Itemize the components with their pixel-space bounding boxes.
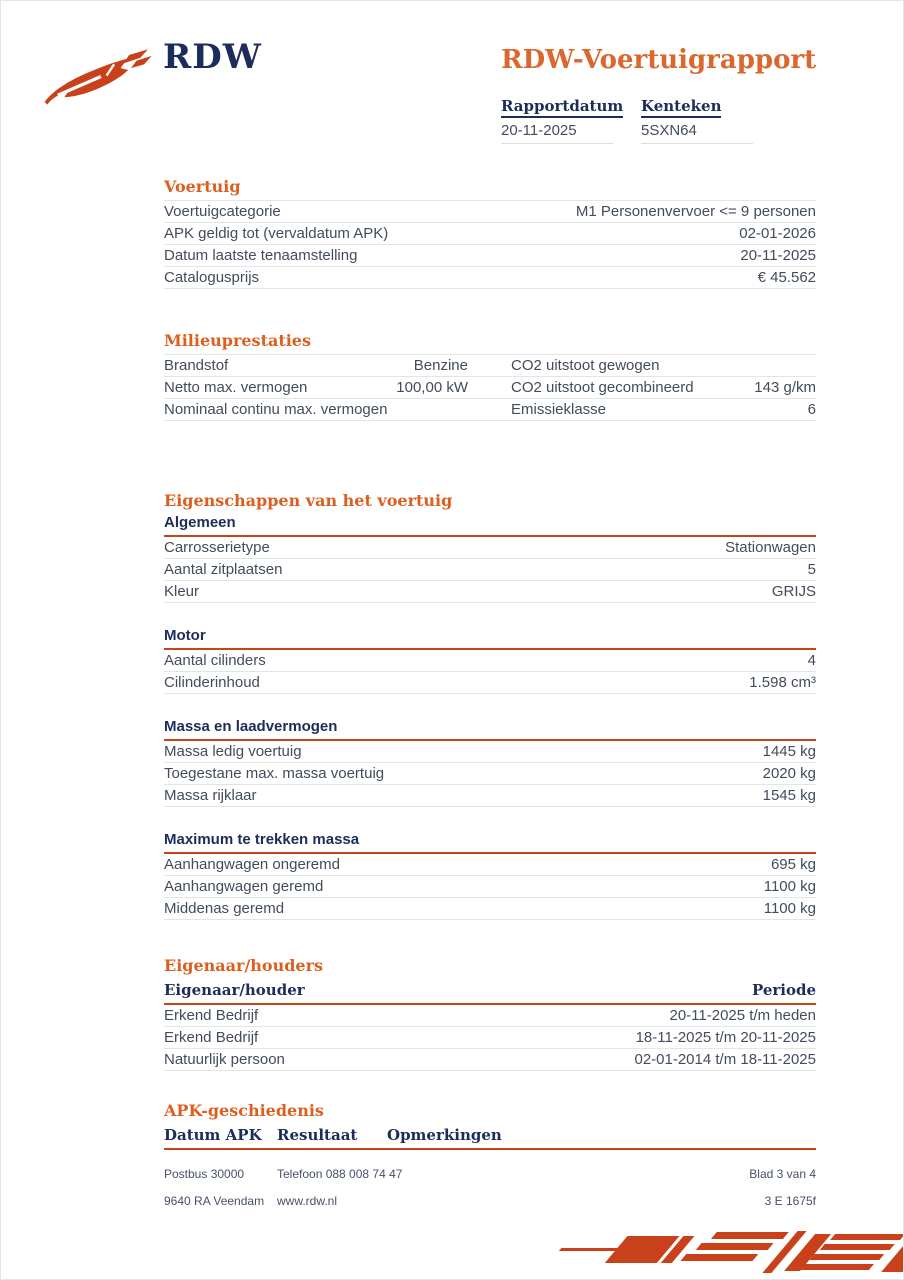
page-title: RDW-Voertuigrapport: [501, 45, 817, 75]
footer-postbus: Postbus 30000: [164, 1167, 245, 1181]
table-row: [164, 377, 816, 399]
row-value: M1 Personenvervoer <= 9 personen: [575, 203, 816, 220]
table-row: [164, 537, 816, 559]
rdw-stripes-graphic: [523, 1227, 903, 1277]
row-value: 2020 kg: [762, 765, 816, 782]
table-row: [164, 1027, 816, 1049]
row-label: Massa ledig voertuig: [164, 743, 302, 760]
owner-name: Erkend Bedrijf: [164, 1029, 259, 1046]
footer-city: 9640 RA Veendam: [164, 1194, 265, 1208]
row-value: 6: [807, 401, 816, 418]
row-label: Emissieklasse: [511, 401, 607, 418]
subsection-heading-massa: Massa en laadvermogen: [164, 718, 816, 741]
page-footer: [164, 1167, 816, 1221]
row-label: APK geldig tot (vervaldatum APK): [164, 225, 389, 242]
table-row: [164, 223, 816, 245]
table-row: [164, 1005, 816, 1027]
row-value: 695 kg: [770, 856, 816, 873]
table-row: [164, 785, 816, 807]
table-row: [164, 1049, 816, 1071]
row-value: Stationwagen: [725, 539, 816, 556]
owner-period: 20-11-2025 t/m heden: [669, 1007, 816, 1024]
row-value: 5: [807, 561, 816, 578]
row-label: Carrosserietype: [164, 539, 270, 556]
subsection-heading-trekken-massa: Maximum te trekken massa: [164, 831, 816, 854]
section-eigenaar-houders: [164, 956, 816, 1071]
row-label: Kleur: [164, 583, 200, 600]
row-value: € 45.562: [757, 269, 816, 286]
table-row: [164, 355, 816, 377]
table-row: [164, 672, 816, 694]
report-date-column: [501, 97, 641, 144]
report-content: [164, 177, 816, 1150]
license-plate-label: Kenteken: [641, 97, 721, 118]
table-row: [164, 399, 816, 421]
owner-period: 02-01-2014 t/m 18-11-2025: [634, 1051, 816, 1068]
section-heading-apk: APK-geschiedenis: [164, 1101, 324, 1120]
row-value: 1.598 cm³: [749, 674, 816, 691]
section-heading-eigenschappen: Eigenschappen van het voertuig: [164, 491, 453, 510]
table-row: [164, 201, 816, 223]
row-label: Nominaal continu max. vermogen: [164, 401, 388, 418]
section-apk-geschiedenis: [164, 1101, 816, 1150]
row-value: GRIJS: [771, 583, 816, 600]
column-header-owner: Eigenaar/houder: [164, 981, 305, 999]
report-meta: [501, 97, 821, 144]
table-row: [164, 581, 816, 603]
table-row: [164, 898, 816, 920]
owner-name: Natuurlijk persoon: [164, 1051, 285, 1068]
section-heading-milieuprestaties: Milieuprestaties: [164, 331, 311, 350]
section-milieuprestaties: [164, 331, 816, 421]
section-heading-eigenaar: Eigenaar/houders: [164, 956, 324, 975]
row-label: Cilinderinhoud: [164, 674, 260, 691]
table-row: [164, 267, 816, 289]
footer-doc-code: 3 E 1675f: [764, 1194, 816, 1208]
table-row: [164, 559, 816, 581]
row-value: 4: [807, 652, 816, 669]
table-row: [164, 876, 816, 898]
section-eigenschappen: [164, 491, 816, 920]
row-label: CO2 uitstoot gewogen: [511, 357, 660, 374]
table-row: [164, 854, 816, 876]
table-row: [164, 650, 816, 672]
row-label: Datum laatste tenaamstelling: [164, 247, 358, 264]
row-value: 1445 kg: [762, 743, 816, 760]
row-value: 100,00 kW: [396, 379, 468, 396]
report-date-value: 20-11-2025: [501, 122, 613, 144]
row-label: Catalogusprijs: [164, 269, 260, 286]
license-plate-value: 5SXN64: [641, 122, 753, 144]
row-label: Netto max. vermogen: [164, 379, 308, 396]
row-label: Massa rijklaar: [164, 787, 257, 804]
subsection-heading-algemeen: Algemeen: [164, 514, 816, 537]
owner-name: Erkend Bedrijf: [164, 1007, 259, 1024]
table-row: [164, 763, 816, 785]
row-label: Aantal cilinders: [164, 652, 266, 669]
row-value: 20-11-2025: [740, 247, 816, 264]
column-header-apk-date: Datum APK: [164, 1126, 262, 1144]
rdw-feather-logo: [39, 41, 161, 113]
table-row: [164, 741, 816, 763]
title-block: [501, 45, 821, 144]
row-label: Aantal zitplaatsen: [164, 561, 283, 578]
column-header-period: Periode: [751, 981, 816, 999]
section-heading-voertuig: Voertuig: [164, 177, 241, 196]
subsection-heading-motor: Motor: [164, 627, 816, 650]
footer-page-indicator: Blad 3 van 4: [749, 1167, 816, 1181]
report-date-label: Rapportdatum: [501, 97, 623, 118]
row-value: 143 g/km: [754, 379, 816, 396]
column-header-apk-result: Resultaat: [277, 1126, 358, 1144]
column-header-apk-remarks: Opmerkingen: [387, 1126, 502, 1144]
apk-table-header: [164, 1124, 816, 1150]
row-label: Aanhangwagen ongeremd: [164, 856, 340, 873]
row-label: Voertuigcategorie: [164, 203, 281, 220]
footer-phone: Telefoon 088 008 74 47: [277, 1167, 403, 1181]
row-label: Middenas geremd: [164, 900, 285, 917]
section-voertuig: [164, 177, 816, 289]
table-row: [164, 245, 816, 267]
row-value: 1100 kg: [763, 900, 816, 917]
row-value: 1100 kg: [763, 878, 816, 895]
owner-period: 18-11-2025 t/m 20-11-2025: [635, 1029, 816, 1046]
footer-website-link[interactable]: www.rdw.nl: [277, 1194, 338, 1208]
row-value: 1545 kg: [762, 787, 816, 804]
row-value: 02-01-2026: [739, 225, 816, 242]
license-plate-column: [641, 97, 781, 144]
row-label: CO2 uitstoot gecombineerd: [511, 379, 694, 396]
row-label: Toegestane max. massa voertuig: [164, 765, 385, 782]
row-value: Benzine: [413, 357, 468, 374]
rdw-wordmark: RDW: [163, 37, 262, 77]
row-label: Brandstof: [164, 357, 229, 374]
owners-table-header: [164, 979, 816, 1005]
row-label: Aanhangwagen geremd: [164, 878, 324, 895]
